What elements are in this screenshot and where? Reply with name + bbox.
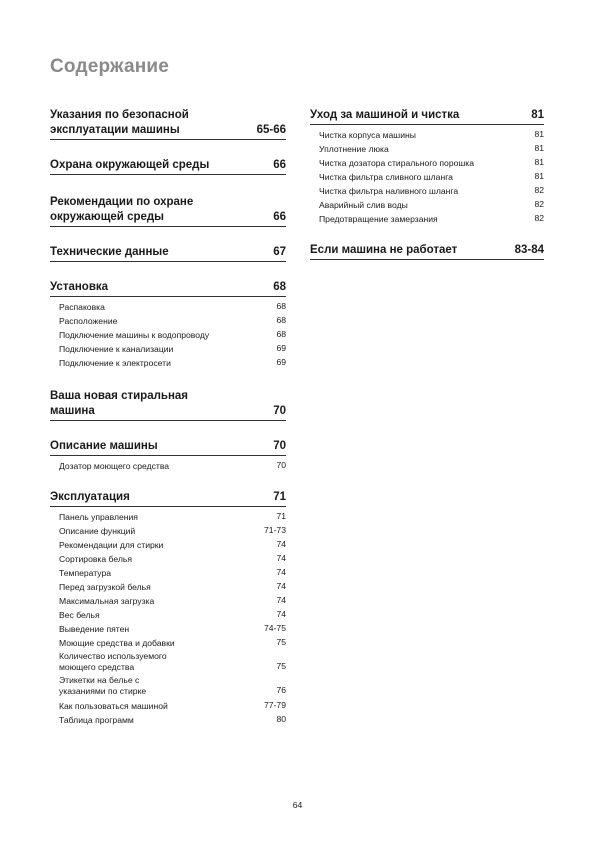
toc-item-page: 74: [276, 553, 286, 563]
toc-section: [50, 389, 286, 421]
page-number: 64: [292, 800, 303, 810]
toc-item-label: Предотвращение замерзания: [319, 214, 438, 224]
toc-section-title: Рекомендации по охране окружающей среды: [50, 196, 194, 223]
toc-item-list: [310, 127, 544, 225]
toc-item: [310, 169, 544, 183]
toc-item-page: 81: [534, 157, 544, 167]
toc-item-page: 76: [276, 685, 286, 695]
toc-section-heading: [50, 158, 286, 175]
toc-item-list: [50, 458, 286, 472]
toc-item-label: Выведение пятен: [59, 624, 130, 634]
toc-item: [310, 155, 544, 169]
toc-section-page: 66: [273, 211, 286, 223]
toc-section-page: 68: [273, 281, 286, 293]
toc-item-label: Сортировка белья: [59, 554, 133, 564]
toc-section-page: 66: [273, 159, 286, 171]
toc-item-page: 82: [534, 213, 544, 223]
toc-item: [50, 341, 286, 355]
toc-section: [50, 280, 286, 369]
toc-item-page: 74: [276, 595, 286, 605]
toc-item-label: Моющие средства и добавки: [59, 638, 175, 648]
toc-item-page: 74: [276, 539, 286, 549]
toc-item: [50, 313, 286, 327]
toc-item-label: Описание функций: [59, 526, 136, 536]
toc-item-page: 81: [534, 129, 544, 139]
toc-item-label: Подключение машины к водопроводу: [59, 330, 210, 340]
toc-section-title: Описание машины: [50, 440, 158, 452]
toc-item-list: [50, 299, 286, 369]
toc-left-column: [50, 108, 286, 726]
toc-section-title: Установка: [50, 281, 109, 293]
toc-section-heading: [50, 490, 286, 507]
toc-item: [50, 327, 286, 341]
toc-item-page: 71: [276, 511, 286, 521]
toc-item: [50, 579, 286, 593]
toc-item: [50, 509, 286, 523]
toc-section-heading: [50, 195, 286, 227]
toc-item-list: [50, 509, 286, 726]
toc-item: [50, 651, 286, 673]
toc-section-page: 65-66: [256, 124, 286, 136]
toc-item: [50, 537, 286, 551]
toc-item-label: Температура: [59, 568, 112, 578]
toc-right-column: [310, 108, 544, 260]
toc-section: [50, 245, 286, 262]
toc-item-page: 68: [276, 301, 286, 311]
toc-section-title: Технические данные: [50, 246, 169, 258]
toc-item-label: Как пользоваться машиной: [59, 701, 168, 711]
toc-section-heading: [310, 243, 544, 260]
toc-item-page: 75: [276, 637, 286, 647]
toc-item-label: Перед загрузкой белья: [59, 582, 151, 592]
toc-item-page: 69: [276, 357, 286, 367]
toc-section-page: 67: [273, 246, 286, 258]
toc-section-page: 70: [273, 440, 286, 452]
toc-item: [50, 712, 286, 726]
toc-item-label: Панель управления: [59, 512, 138, 522]
toc-item-page: 82: [534, 199, 544, 209]
toc-item-page: 74: [276, 567, 286, 577]
toc-item-label: Этикетки на белье с указаниями по стирке: [59, 675, 147, 696]
toc-item: [50, 593, 286, 607]
toc-item-page: 75: [276, 661, 286, 671]
toc-section: [50, 439, 286, 472]
toc-item-label: Чистка фильтра сливного шланга: [319, 172, 453, 182]
toc-section: [310, 243, 544, 260]
toc-item-label: Таблица программ: [59, 715, 134, 725]
toc-item: [310, 197, 544, 211]
toc-section-page: 81: [531, 109, 544, 121]
toc-item: [310, 127, 544, 141]
toc-item-label: Уплотнение люка: [319, 144, 389, 154]
toc-section-heading: [50, 439, 286, 456]
toc-section-title: Охрана окружающей среды: [50, 159, 210, 171]
toc-item: [50, 607, 286, 621]
toc-item-label: Рекомендации для стирки: [59, 540, 164, 550]
toc-item: [50, 635, 286, 649]
toc-section-title: Указания по безопасной эксплуатации машины: [50, 109, 189, 136]
toc-item-page: 69: [276, 343, 286, 353]
toc-section-heading: [50, 108, 286, 140]
toc-item: [50, 675, 286, 697]
toc-item-page: 80: [276, 714, 286, 724]
toc-item-page: 71-73: [264, 525, 286, 535]
toc-item-page: 74: [276, 581, 286, 591]
toc-section: [310, 108, 544, 225]
toc-item-page: 68: [276, 315, 286, 325]
toc-item: [50, 621, 286, 635]
toc-item-page: 70: [276, 460, 286, 470]
toc-item-page: 81: [534, 143, 544, 153]
toc-section-page: 70: [273, 405, 286, 417]
toc-item-label: Дозатор моющего средства: [59, 461, 170, 471]
toc-item-page: 68: [276, 329, 286, 339]
toc-item: [50, 458, 286, 472]
toc-item-label: Расположение: [59, 316, 118, 326]
toc-section-title: Если машина не работает: [310, 244, 458, 256]
toc-item-label: Распаковка: [59, 302, 105, 312]
toc-section-page: 71: [273, 491, 286, 503]
toc-section: [50, 158, 286, 175]
toc-item: [50, 698, 286, 712]
toc-section-heading: [50, 389, 286, 421]
toc-item-label: Вес белья: [59, 610, 100, 620]
toc-item: [50, 551, 286, 565]
toc-section: [50, 195, 286, 227]
toc-section-page: 83-84: [514, 244, 544, 256]
toc-item-page: 82: [534, 185, 544, 195]
toc-item-label: Чистка фильтра наливного шланга: [319, 186, 459, 196]
toc-item: [50, 299, 286, 313]
toc-item: [310, 183, 544, 197]
toc-section-title: Ваша новая стиральная машина: [50, 390, 189, 417]
toc-item: [310, 211, 544, 225]
toc-section-heading: [310, 108, 544, 125]
toc-section: [50, 490, 286, 726]
toc-section-heading: [50, 245, 286, 262]
toc-item-label: Подключение к канализации: [59, 344, 174, 354]
toc-section-title: Эксплуатация: [50, 491, 130, 503]
toc-section: [50, 108, 286, 140]
toc-item-page: 74-75: [264, 623, 286, 633]
toc-item: [50, 523, 286, 537]
toc-section-title: Уход за машиной и чистка: [310, 109, 460, 121]
toc-item: [50, 565, 286, 579]
toc-section-heading: [50, 280, 286, 297]
page-title: Содержание: [50, 56, 170, 77]
toc-item-page: 81: [534, 171, 544, 181]
toc-item-label: Максимальная загрузка: [59, 596, 155, 606]
toc-item-page: 77-79: [264, 700, 286, 710]
toc-item-label: Подключение к электросети: [59, 358, 171, 368]
toc-item-page: 74: [276, 609, 286, 619]
toc-item-label: Аварийный слив воды: [319, 200, 408, 210]
toc-item-label: Количество используемого моющего средства: [59, 651, 167, 672]
toc-item: [310, 141, 544, 155]
toc-item-label: Чистка дозатора стирального порошка: [319, 158, 475, 168]
toc-item: [50, 355, 286, 369]
toc-item-label: Чистка корпуса машины: [319, 130, 416, 140]
